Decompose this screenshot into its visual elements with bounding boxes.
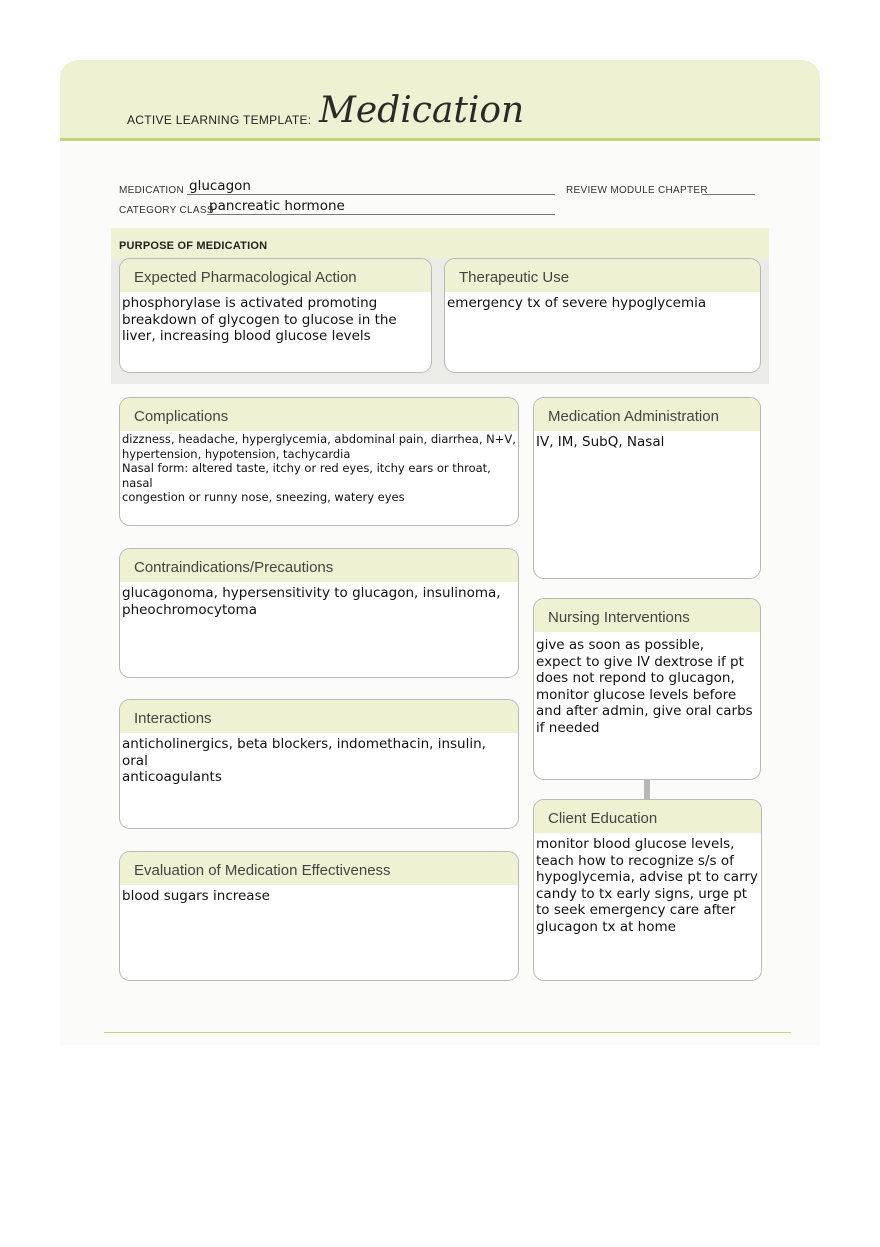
nursing-interventions-title: Nursing Interventions	[548, 609, 690, 626]
review-module-underline[interactable]	[702, 194, 755, 195]
category-value[interactable]: pancreatic hormone	[209, 198, 345, 214]
client-education-text[interactable]: monitor blood glucose levels, teach how to recognize s/s of hypoglycemia, advise pt to carry candy to tx early signs, urge pt to seek emergency care after glucagon tx at home	[536, 836, 758, 935]
administration-title: Medication Administration	[548, 408, 719, 425]
therapeutic-use-text[interactable]: emergency tx of severe hypoglycemia	[447, 295, 707, 311]
template-header	[60, 60, 820, 141]
template-title: Medication	[319, 90, 525, 131]
contraindications-title: Contraindications/Precautions	[134, 559, 334, 576]
evaluation-box	[119, 851, 519, 981]
evaluation-title: Evaluation of Medication Effectiveness	[134, 862, 391, 879]
template-prefix: ACTIVE LEARNING TEMPLATE:	[127, 113, 312, 127]
expected-action-box	[119, 258, 432, 373]
complications-box	[119, 397, 519, 526]
expected-action-text[interactable]: phosphorylase is activated promoting breakdown of glycogen to glucose in the liver, increasing blood glucose levels	[122, 295, 397, 344]
medication-value[interactable]: glucagon	[189, 178, 251, 194]
category-label: CATEGORY CLASS	[119, 205, 214, 216]
footer-divider	[104, 1032, 791, 1033]
category-underline	[207, 214, 555, 215]
administration-box	[533, 397, 761, 579]
contraindications-box	[119, 548, 519, 678]
nursing-interventions-text[interactable]: give as soon as possible, expect to give IV dextrose if pt does not repond to glucagon, monitor glucose levels before and after admin, give oral carbs if needed	[536, 637, 753, 736]
nursing-education-connector	[644, 779, 650, 799]
client-education-box	[533, 799, 762, 981]
medication-label: MEDICATION	[119, 185, 185, 196]
therapeutic-use-box	[444, 258, 761, 373]
client-education-title: Client Education	[548, 810, 658, 827]
therapeutic-use-title: Therapeutic Use	[459, 269, 570, 286]
interactions-title: Interactions	[134, 710, 212, 727]
interactions-box	[119, 699, 519, 829]
purpose-heading: PURPOSE OF MEDICATION	[119, 240, 268, 252]
administration-text[interactable]: IV, IM, SubQ, Nasal	[536, 434, 665, 450]
complications-title: Complications	[134, 408, 229, 425]
review-module-label: REVIEW MODULE CHAPTER	[566, 185, 708, 196]
interactions-text[interactable]: anticholinergics, beta blockers, indomethacin, insulin, oral anticoagulants	[122, 736, 486, 785]
purpose-heading-bar	[111, 228, 769, 258]
nursing-interventions-box	[533, 598, 761, 780]
contraindications-text[interactable]: glucagonoma, hypersensitivity to glucagon, insulinoma, pheochromocytoma	[122, 585, 501, 618]
expected-action-title: Expected Pharmacological Action	[134, 269, 357, 286]
evaluation-text[interactable]: blood sugars increase	[122, 888, 270, 904]
complications-text[interactable]: dizzness, headache, hyperglycemia, abdominal pain, diarrhea, N+V, hypertension, hypotension, tachycardia Nasal form: altered taste, itchy or red eyes, itchy ears or throat, nasal congestion or runny nose, sneezing, watery eyes	[122, 432, 516, 504]
medication-underline	[187, 194, 555, 195]
